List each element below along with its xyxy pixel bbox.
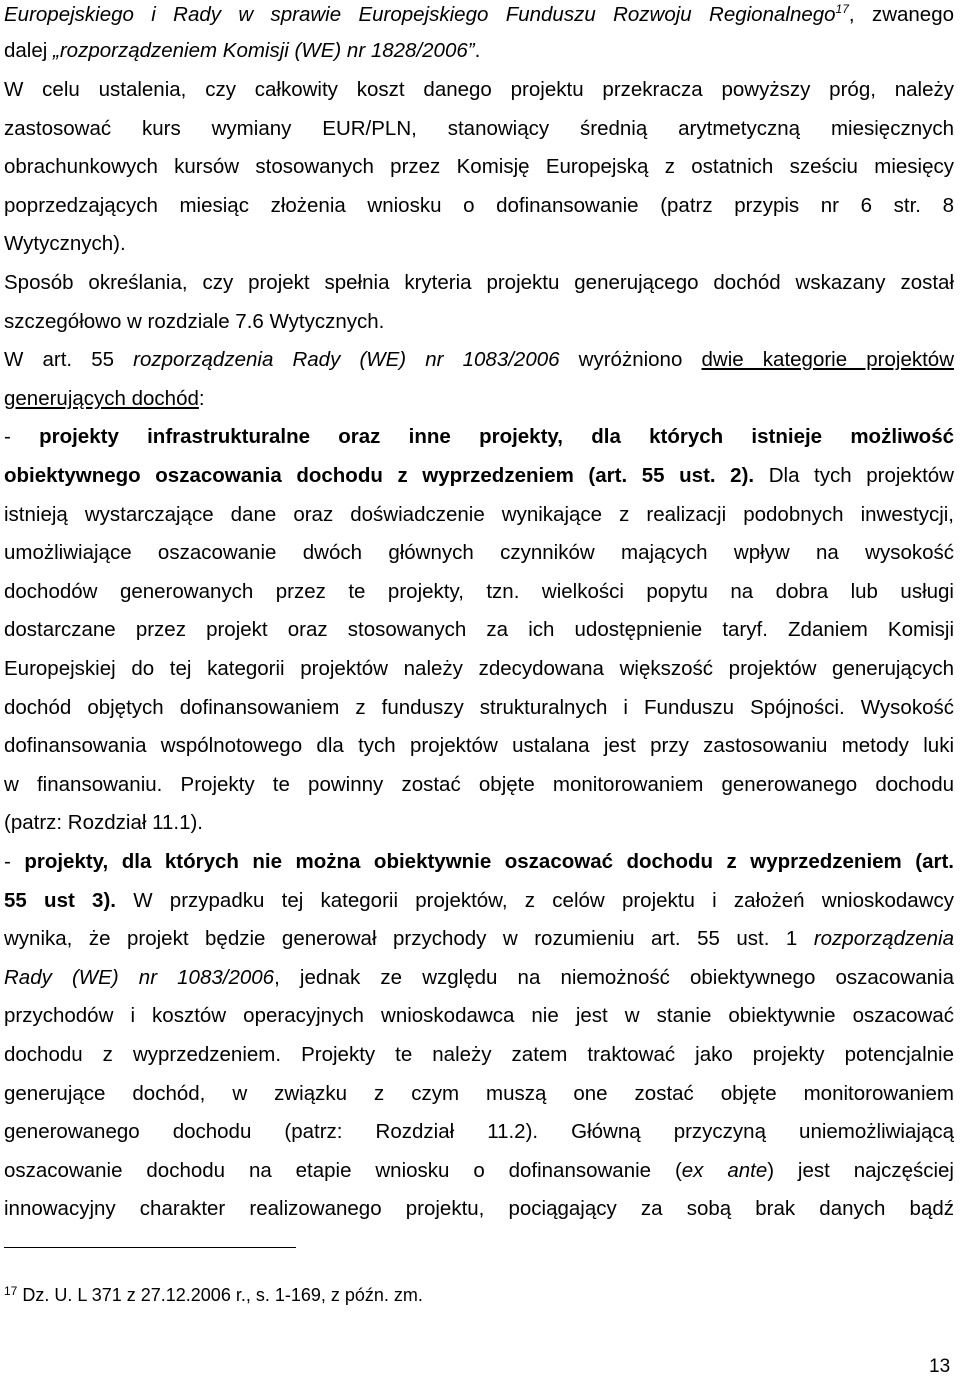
footnote-text: Dz. U. L 371 z 27.12.2006 r., s. 1-169, z późn. zm.: [17, 1285, 423, 1305]
text-line: przychodów i kosztów operacyjnych wnioskodawca nie jest w stanie obiektywnie oszacować: [4, 1004, 954, 1027]
text-line: Wytycznych).: [4, 232, 126, 255]
text-span: , zwanego: [848, 3, 954, 26]
list-dash: -: [4, 850, 25, 873]
text-span: , jednak ze względu na niemożność obiektywnego oszacowania: [274, 966, 954, 989]
footnote-number: 17: [4, 1284, 18, 1298]
text-line: Europejskiej do tej kategorii projektów należy zdecydowana większość projektów generujących: [4, 657, 954, 680]
regulation-citation: rozporządzenia: [813, 927, 954, 950]
category-heading: projekty infrastrukturalne oraz inne projekty, dla których istnieje możliwość: [39, 425, 954, 448]
category-heading: 55 ust 3).: [4, 889, 116, 912]
category-heading: projekty, dla których nie można obiektywnie oszacować dochodu z wyprzedzeniem (art.: [24, 850, 954, 873]
text-line: [4, 886, 954, 916]
text-span: wynika, że projekt będzie generował przychody w rozumieniu art. 55 ust. 1: [4, 927, 814, 950]
regulation-citation: rozporządzenia Rady (WE) nr 1083/2006: [133, 348, 560, 371]
regulation-citation: Rady (WE) nr 1083/2006: [4, 966, 275, 989]
text-line: [4, 36, 954, 66]
regulation-citation: „rozporządzeniem Komisji (WE) nr 1828/2006”: [53, 39, 475, 62]
text-span: dalej: [4, 39, 54, 62]
text-line: [4, 1156, 954, 1186]
text-span: wyróżniono: [559, 348, 702, 371]
text-line: Sposób określania, czy projekt spełnia kryteria projektu generującego dochód wskazany został: [4, 271, 954, 294]
text-line: dofinansowania wspólnotowego dla tych projektów ustalana jest przy zastosowaniu metody luki: [4, 734, 954, 757]
text-line: poprzedzających miesiąc złożenia wniosku o dofinansowanie (patrz przypis nr 6 str. 8: [4, 194, 954, 217]
text-span: :: [198, 387, 205, 410]
text-line: umożliwiające oszacowanie dwóch głównych czynników mających wpływ na wysokość: [4, 541, 954, 564]
text-line: dochód objętych dofinansowaniem z funduszy strukturalnych i Funduszu Spójności. Wysokość: [4, 696, 954, 719]
text-line: [4, 963, 954, 993]
footnote: [4, 1282, 423, 1308]
text-line: [4, 924, 954, 954]
text-line: [4, 422, 954, 452]
text-line: zastosować kurs wymiany EUR/PLN, stanowiący średnią arytmetyczną miesięcznych: [4, 117, 954, 140]
text-line: dochodów generowanych przez te projekty, tzn. wielkości popytu na dobra lub usługi: [4, 580, 954, 603]
text-line: innowacyjny charakter realizowanego projektu, pociągający za sobą brak danych bądź: [4, 1197, 954, 1220]
text-line: dostarczane przez projekt oraz stosowanych za ich udostępnienie taryf. Zdaniem Komisji: [4, 618, 954, 641]
text-line: [4, 345, 954, 375]
text-line: w finansowaniu. Projekty te powinny zostać objęte monitorowaniem generowanego dochodu: [4, 773, 954, 796]
latin-term: ex ante: [681, 1159, 768, 1182]
text-line: [4, 461, 954, 491]
text-span: oszacowanie dochodu na etapie wniosku o dofinansowanie (: [4, 1159, 682, 1182]
footnote-reference[interactable]: 17: [835, 2, 849, 16]
text-line: obrachunkowych kursów stosowanych przez Komisję Europejską z ostatnich sześciu miesięcy: [4, 155, 954, 178]
list-dash: -: [4, 425, 40, 448]
text-line: szczegółowo w rozdziale 7.6 Wytycznych.: [4, 310, 385, 333]
text-span: Dla tych projektów: [754, 464, 954, 487]
text-line: (patrz: Rozdział 11.1).: [4, 811, 204, 834]
underlined-text: dwie kategorie projektów: [701, 348, 954, 371]
text-span: .: [474, 39, 481, 62]
category-heading: obiektywnego oszacowania dochodu z wyprzedzeniem (art. 55 ust. 2).: [4, 464, 755, 487]
text-line: W celu ustalenia, czy całkowity koszt danego projektu przekracza powyższy próg, należy: [4, 78, 954, 101]
text-line: generujące dochód, w związku z czym muszą one zostać objęte monitorowaniem: [4, 1082, 954, 1105]
text-line: generowanego dochodu (patrz: Rozdział 11.2). Główną przyczyną uniemożliwiającą: [4, 1120, 954, 1143]
text-span: Europejskiego i Rady w sprawie Europejskiego Funduszu Rozwoju Regionalnego: [4, 3, 836, 26]
text-span: ) jest najczęściej: [767, 1159, 954, 1182]
page-number: 13: [929, 1356, 951, 1377]
text-line: [4, 847, 954, 877]
text-line: istnieją wystarczające dane oraz doświadczenie wynikające z realizacji podobnych inwestycji,: [4, 503, 954, 526]
text-span: W art. 55: [4, 348, 134, 371]
text-line: [4, 384, 954, 414]
text-line: [4, 0, 954, 30]
text-span: W przypadku tej kategorii projektów, z celów projektu i założeń wnioskodawcy: [115, 889, 954, 912]
underlined-text: generujących dochód: [4, 387, 199, 410]
footnote-separator: [4, 1247, 296, 1248]
text-line: dochodu z wyprzedzeniem. Projekty te należy zatem traktować jako projekty potencjalnie: [4, 1043, 954, 1066]
